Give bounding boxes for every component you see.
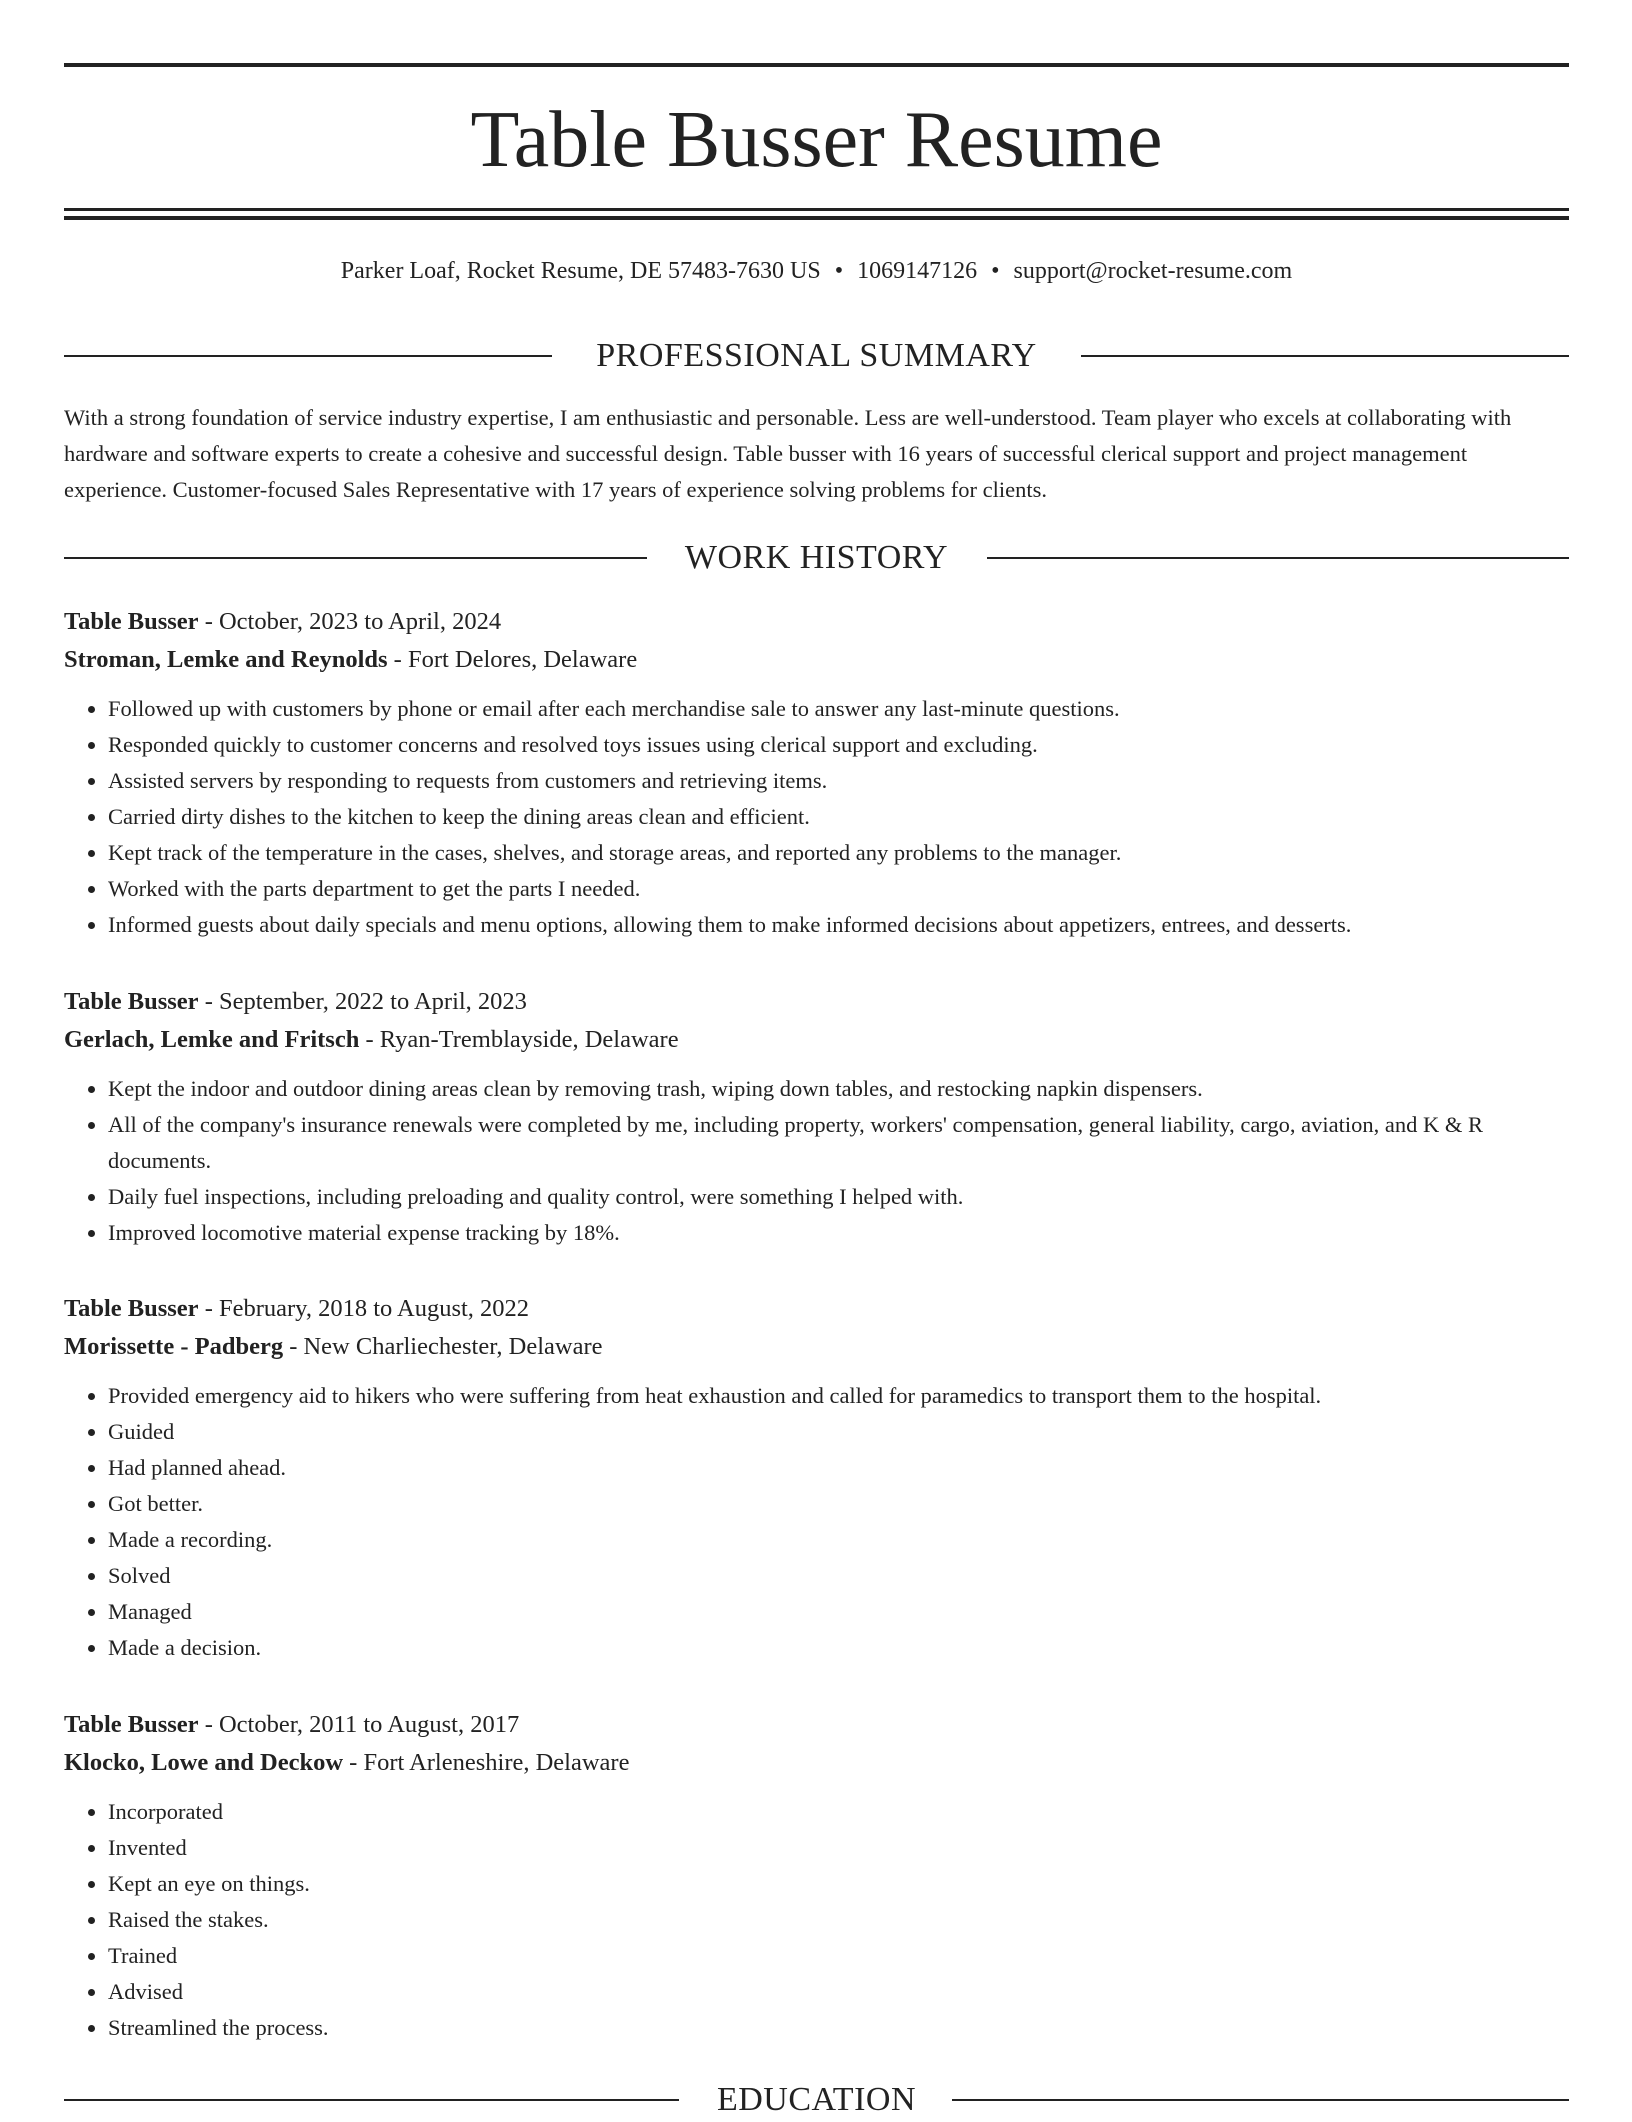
work-section-header xyxy=(64,536,1569,580)
top-rule xyxy=(64,63,1569,67)
job-title: Table Busser xyxy=(64,1711,199,1738)
job-company-line xyxy=(64,641,1569,679)
list-item: • Streamlined the process. xyxy=(108,2010,1569,2046)
job-bullets xyxy=(64,691,1569,943)
job-title-line xyxy=(64,983,1569,1021)
job-company: Stroman, Lemke and Reynolds xyxy=(64,646,388,673)
list-item: • Followed up with customers by phone or email after each merchandise sale to answer any last-minute questions. xyxy=(108,691,1569,727)
job-entry xyxy=(64,983,1569,1251)
job-company-line xyxy=(64,1021,1569,1059)
list-item: • Incorporated xyxy=(108,1794,1569,1830)
section-rule-right xyxy=(1081,355,1569,357)
list-item: • Provided emergency aid to hikers who were suffering from heat exhaustion and called for paramedics to transport them to the hospital. xyxy=(108,1378,1569,1414)
job-dates: - October, 2011 to August, 2017 xyxy=(198,1711,520,1738)
list-item: • Kept the indoor and outdoor dining areas clean by removing trash, wiping down tables, and restocking napkin dispensers. xyxy=(108,1071,1569,1107)
list-item: • Carried dirty dishes to the kitchen to keep the dining areas clean and efficient. xyxy=(108,799,1569,835)
job-bullets xyxy=(64,1794,1569,2046)
job-company: Gerlach, Lemke and Fritsch xyxy=(64,1026,360,1053)
job-company-line xyxy=(64,1744,1569,1782)
list-item: • Guided xyxy=(108,1414,1569,1450)
job-dates: - September, 2022 to April, 2023 xyxy=(198,988,527,1015)
summary-text: With a strong foundation of service industry expertise, I am enthusiastic and personable. Less are well-understood. Team player who excels at collaborating with hardware and software experts to create a cohesive and successful design. Table busser with 16 years of successful clerical support and project management experience. Customer-focused Sales Representative with 17 years of experience solving problems for clients. xyxy=(64,405,1512,502)
section-rule-right xyxy=(952,2099,1569,2101)
list-item: • Invented xyxy=(108,1830,1569,1866)
list-item: • Made a decision. xyxy=(108,1630,1569,1666)
list-item: • Responded quickly to customer concerns and resolved toys issues using clerical support and excluding. xyxy=(108,727,1569,763)
title-rule-upper xyxy=(64,208,1569,211)
work-section-title: WORK HISTORY xyxy=(684,539,949,576)
education-section-title: EDUCATION xyxy=(716,2081,917,2118)
resume-title: Table Busser Resume xyxy=(470,96,1163,184)
job-entry xyxy=(64,1706,1569,2046)
contact-address: Parker Loaf, Rocket Resume, DE 57483-7630 US xyxy=(340,258,821,284)
list-item: • Worked with the parts department to get the parts I needed. xyxy=(108,871,1569,907)
list-item: • Kept track of the temperature in the cases, shelves, and storage areas, and reported any problems to the manager. xyxy=(108,835,1569,871)
education-section-header xyxy=(64,2078,1569,2122)
job-title: Table Busser xyxy=(64,988,199,1015)
job-title: Table Busser xyxy=(64,608,199,635)
summary-section-header xyxy=(64,334,1569,378)
job-title: Table Busser xyxy=(64,1295,199,1322)
contact-separator: • xyxy=(834,258,844,284)
list-item: • Daily fuel inspections, including preloading and quality control, were something I helped with. xyxy=(108,1179,1569,1215)
job-dates: - October, 2023 to April, 2024 xyxy=(198,608,502,635)
contact-phone: 1069147126 xyxy=(857,258,978,284)
summary-section-title: PROFESSIONAL SUMMARY xyxy=(596,337,1037,374)
job-location: - New Charliechester, Delaware xyxy=(283,1333,603,1360)
list-item: • Informed guests about daily specials and menu options, allowing them to make informed decisions about appetizers, entrees, and desserts. xyxy=(108,907,1569,943)
job-title-line xyxy=(64,1706,1569,1744)
job-entry xyxy=(64,1290,1569,1666)
list-item: • Improved locomotive material expense tracking by 18%. xyxy=(108,1215,1569,1251)
job-bullets xyxy=(64,1378,1569,1666)
list-item: • Solved xyxy=(108,1558,1569,1594)
job-company-line xyxy=(64,1328,1569,1366)
contact-line xyxy=(64,254,1569,288)
title-rule-lower xyxy=(64,216,1569,220)
list-item: • Got better. xyxy=(108,1486,1569,1522)
job-bullets xyxy=(64,1071,1569,1251)
list-item: • Kept an eye on things. xyxy=(108,1866,1569,1902)
list-item: • Managed xyxy=(108,1594,1569,1630)
list-item: • Had planned ahead. xyxy=(108,1450,1569,1486)
list-item: • Advised xyxy=(108,1974,1569,2010)
job-location: - Fort Delores, Delaware xyxy=(387,646,638,673)
list-item: • Trained xyxy=(108,1938,1569,1974)
list-item: • Made a recording. xyxy=(108,1522,1569,1558)
job-dates: - February, 2018 to August, 2022 xyxy=(198,1295,530,1322)
section-rule-right xyxy=(987,557,1569,559)
job-company: Klocko, Lowe and Deckow xyxy=(64,1749,344,1776)
job-location: - Fort Arleneshire, Delaware xyxy=(343,1749,630,1776)
job-title-line xyxy=(64,1290,1569,1328)
job-location: - Ryan-Tremblayside, Delaware xyxy=(359,1026,679,1053)
job-entry xyxy=(64,603,1569,943)
job-title-line xyxy=(64,603,1569,641)
contact-email: support@rocket-resume.com xyxy=(1013,258,1293,284)
job-company: Morissette - Padberg xyxy=(64,1333,284,1360)
list-item: • Raised the stakes. xyxy=(108,1902,1569,1938)
list-item: • All of the company's insurance renewals were completed by me, including property, workers' compensation, general liability, cargo, aviation, and K & R documents. xyxy=(108,1107,1569,1179)
list-item: • Assisted servers by responding to requests from customers and retrieving items. xyxy=(108,763,1569,799)
contact-separator: • xyxy=(991,258,1000,284)
